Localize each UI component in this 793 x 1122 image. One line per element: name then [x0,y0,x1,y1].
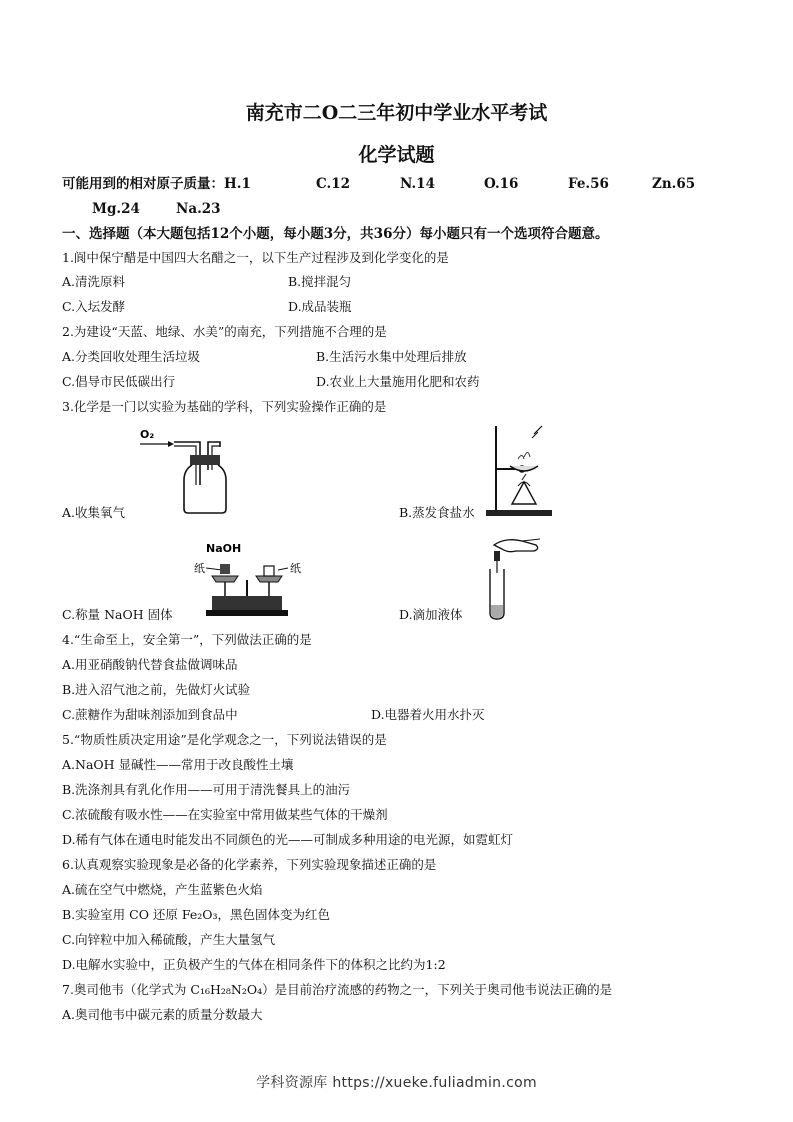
q3-option-c: C.称量 NaOH 固体 [62,607,173,622]
figure-a-gas-bottle [138,425,238,515]
page-title: 南充市二O二三年初中学业水平考试 [245,102,548,124]
q7-option-a: A.奥司他韦中碳元素的质量分数最大 [62,1007,263,1022]
q2-option-a: A.分类回收处理生活垃圾 [62,349,201,364]
q5-option-b: B.洗涤剂具有乳化作用——可用于清洗餐具上的油污 [62,782,351,797]
q3-option-a: A.收集氧气 [62,505,126,520]
q1-option-a: A.清洗原料 [62,274,126,289]
figure-d-dropper [486,535,546,620]
q6-option-d: D.电解水实验中，正负极产生的气体在相同条件下的体积之比约为1:2 [62,957,446,972]
q5-stem: 5.“物质性质决定用途”是化学观念之一，下列说法错误的是 [62,732,387,747]
q3-option-d: D.滴加液体 [399,607,463,622]
figure-c-paper-left: 纸 [194,562,205,575]
atomic-mass-fe: Fe.56 [568,176,609,192]
q4-option-a: A.用亚硝酸钠代替食盐做调味品 [62,657,238,672]
q4-stem: 4.“生命至上，安全第一”，下列做法正确的是 [62,632,312,647]
q4-option-d: D.电器着火用水扑灭 [371,707,485,722]
figure-a-o2-label: O₂ [140,428,155,441]
q4-option-c: C.蔗糖作为甜味剂添加到食品中 [62,707,238,722]
q2-option-b: B.生活污水集中处理后排放 [316,349,467,364]
q5-option-a: A.NaOH 显碱性——常用于改良酸性土壤 [62,757,294,772]
q2-option-d: D.农业上大量施用化肥和农药 [316,374,480,389]
figure-c-balance [192,540,302,620]
q3-stem: 3.化学是一门以实验为基础的学科，下列实验操作正确的是 [62,399,387,414]
q2-stem: 2.为建设“天蓝、地绿、水美”的南充，下列措施不合理的是 [62,324,387,339]
q6-option-a: A.硫在空气中燃烧，产生蓝紫色火焰 [62,882,263,897]
q4-option-b: B.进入沼气池之前，先做灯火试验 [62,682,251,697]
atomic-mass-label: 可能用到的相对原子质量：H.1 [62,176,251,192]
q6-option-b: B.实验室用 CO 还原 Fe₂O₃，黑色固体变为红色 [62,907,331,922]
q1-option-d: D.成品装瓶 [288,299,352,314]
figure-b-evaporation [484,424,564,519]
q6-stem: 6.认真观察实验现象是必备的化学素养，下列实验现象描述正确的是 [62,857,437,872]
figure-c-naoh-label: NaOH [206,542,242,555]
atomic-mass-zn: Zn.65 [652,176,696,192]
figure-c-paper-right: 纸 [290,562,301,575]
q2-option-c: C.倡导市民低碳出行 [62,374,176,389]
footer-watermark: 学科资源库 https://xueke.fuliadmin.com [256,1075,537,1091]
page-subtitle: 化学试题 [358,144,435,166]
q3-option-b: B.蒸发食盐水 [399,505,475,520]
atomic-mass-n: N.14 [400,176,435,192]
q1-option-b: B.搅拌混匀 [288,274,352,289]
q6-option-c: C.向锌粒中加入稀硫酸，产生大量氢气 [62,932,276,947]
atomic-mass-c: C.12 [316,176,350,192]
atomic-mass-na: Na.23 [176,201,221,217]
q5-option-d: D.稀有气体在通电时能发出不同颜色的光——可制成多种用途的电光源，如霓虹灯 [62,832,514,847]
section-heading: 一、选择题（本大题包括12个小题，每小题3分，共36分）每小题只有一个选项符合题意。 [62,226,609,242]
atomic-mass-mg: Mg.24 [92,201,140,217]
q1-stem: 1.阆中保宁醋是中国四大名醋之一，以下生产过程涉及到化学变化的是 [62,250,449,265]
atomic-mass-o: O.16 [484,176,519,192]
q7-stem: 7.奥司他韦（化学式为 C₁₆H₂₈N₂O₄）是目前治疗流感的药物之一，下列关于奥司他韦说法正确的是 [62,982,613,997]
q5-option-c: C.浓硫酸有吸水性——在实验室中常用做某些气体的干燥剂 [62,807,388,822]
q1-option-c: C.入坛发酵 [62,299,126,314]
